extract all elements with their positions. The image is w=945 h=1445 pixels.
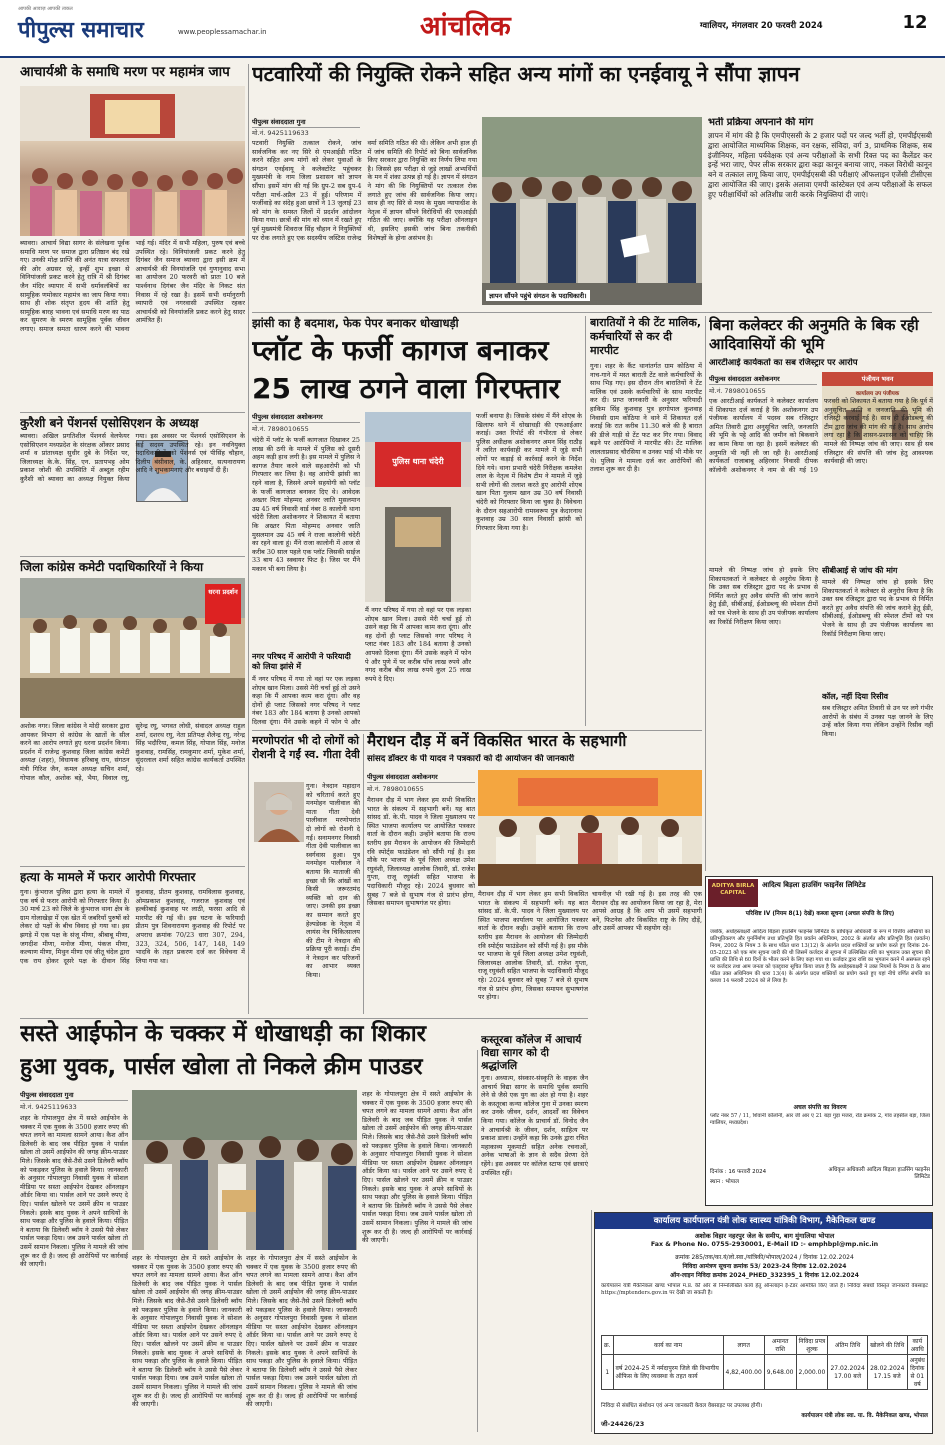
table-cell: वर्ष 2024-25 में नर्मदापुरम जिले की विभागीय ऑफिस के लिए व्यवस्था के तहत कार्य xyxy=(613,1355,723,1390)
geeta-headline: मरणोपरांत भी दो लोगों को रोशनी दे गईं स्व. गीता देवी xyxy=(252,734,360,761)
iphone-phone: मो.नं. 9425119633 xyxy=(20,1103,77,1111)
marathon-phone: मो.नं. 7898010655 xyxy=(367,785,424,793)
murder-headline: हत्या के मामले में फरार आरोपी गिरफ्तार xyxy=(20,870,196,884)
plot-byline: पीपुल्स संवाददाता अशोकनगर xyxy=(252,412,360,423)
iphone-body-col2: शहर के गोपालपुरा क्षेत्र में सस्ते आईफोन के चक्कर में एक युवक के 3500 हजार रुपए की चपत लगने का मामला सामने आया। कैश ऑन डिलेवरी के बाद जब पीड़ित युवक ने पार्सल खोला तो उसमें आईफोन की जगह क्रीम-पाउडर मिले। जिसके बाद जैसे-तैसे उसने डिलेवरी ब्वॉय को पकड़कर पुलिस के हवाले किया। जानकारी के अनुसार गोपालपुरा निवासी युवक ने सोशल मीडिया पर सस्ता आईफोन देखकर ऑनलाइन ऑर्डर किया था। पार्सल आने पर उसने रुपए दे दिए। पार्सल खोलने पर उसमें क्रीम व पाउडर निकले। इसके बाद युवक ने अपने साथियों के साथ पकड़ा और पुलिस के हवाले किया। पीड़ित ने बताया कि डिलेवरी ब्वॉय ने उससे पैसे लेकर पार्सल पकड़ा दिया। जब उसने पार्सल खोला तो उसमें सामान निकला। पुलिस ने मामले की जांच शुरू कर दी है। जल्द ही आरोपियों पर कार्रवाई की जाएगी। xyxy=(132,1254,242,1409)
newspaper-logo: पीपुल्स समाचार xyxy=(18,17,144,43)
plot-headline-line1: प्लॉट के फर्जी कागज बनाकर xyxy=(252,334,549,367)
iphone-byline: पीपुल्स संवाददाता गुना xyxy=(20,1090,128,1101)
adivasi-sub1-body: मामले की निष्पक्ष जांच हो इसके लिए शिकायतकर्ता ने कलेक्टर से अनुरोध किया है कि उक्त सब रजिस्ट्रार द्वारा पद के प्रभाव से निर्मित करते हुए अवैध संपत्ति की जांच कराने हेतु ईडी, सीबीआई, ईओडब्ल्यू की स्पेशल टीमों को पत्र भेजने के साथ ही उप पंजीयक कार्यालय का रिकॉर्ड निरीक्षण किया जाए। xyxy=(822,578,933,638)
adivasi-sub2: कॉल, नहीं दिया रिसीव xyxy=(822,692,889,701)
registry-sign: पंजीयन भवन xyxy=(861,375,894,383)
marathon-body-2: मैराथन दौड़ में भाग लेकर हम सभी विकसित भारत के संकल्प में सहभागी बनें। यह बात सांसद डॉ. के.पी. यादव ने जिला मुख्यालय पर स्थित भाजपा कार्यालय पर आयोजित पत्रकार वार्ता के दौरान कही। उन्होंने बताया कि राज्य स्तरीय इस मैराथन के आयोजन की जिम्मेदारी रवि स्पोर्ट्स फाउंडेशन को सौंपी गई है। इस मौके पर भाजपा के पूर्व जिला अध्यक्ष उमेश रघुवंशी, जिलाध्यक्ष आलोक तिवारी, डॉ. राजेश गुप्ता, राजू रघुवंशी सहित भाजपा के पदाधिकारी मौजूद रहे। 2024 बुधवार को सुबह 7 बजे से सुभाष गंज से प्रारंभ होगा, जिसका समापन सुभाषगंज पर होगा। xyxy=(478,890,588,1002)
adivasi-byline: पीपुल्स संवाददाता अशोकनगर xyxy=(709,374,817,385)
baratiyon-headline: बारातियों ने की टेंट मालिक, कर्मचारियों से कर दी मारपीट xyxy=(590,316,701,357)
divider xyxy=(20,412,245,413)
adivasi-subhead: आरटीआई कार्यकर्ता का सब रजिस्ट्रार पर आरोप xyxy=(709,358,858,368)
table-row xyxy=(602,1355,928,1390)
patwari-side-body: ज्ञापन में मांग की है कि एमपीएससी के 2 हजार पदों पर जल्द भर्ती हो, एमपीईएसबी द्वारा आयोजित माध्यमिक शिक्षक, वन रक्षक, संविदा, वर्ग 3, प्राथमिक शिक्षक, सब इंजीनियर, महिला पर्यवेक्षक एवं अन्य परीक्षाओं के सभी रिक्त पद का कैलेंडर कर इन्हें भरा जाए, पेपर लीक सरकार द्वारा कड़ा कानून बनाया जाए, नकल विरोधी कानून बने व तत्काल लागू किया जाए, एमपीईएसबी की परीक्षाएं ऑफलाइन एजेंसी टीसीएस द्वारा आयोजित की जाए। इसके अलावा एमपी कांस्टेबल एवं अन्य परीक्षाओं के सफल हुए परीक्षार्थियों को अतिशीघ्र जारी करके नियुक्तियां दी जाएं। xyxy=(708,131,932,199)
aditya-company: आदित्य बिड़ला हाउसिंग फाइनेंस लिमिटेड xyxy=(762,881,866,889)
iphone-crowd-photo xyxy=(132,1090,357,1250)
memorandum-crowd-illustration xyxy=(482,117,702,305)
divider xyxy=(252,730,702,731)
aditya-logo: ADITYA BIRLA CAPITAL xyxy=(711,883,755,896)
divider xyxy=(20,1018,588,1019)
column-divider xyxy=(705,316,706,871)
pensioners-headline: कुरैशी बने पेंशनर्स एसोसिएशन के अध्यक्ष xyxy=(20,416,199,430)
congress-headline: जिला कांग्रेस कमेटी पदाधिकारियों ने किया xyxy=(20,560,204,574)
divider xyxy=(252,312,932,313)
samadhi-headline: आचार्यश्री के समाधि मरण पर महामंत्र जाप xyxy=(20,64,230,80)
patwari-phone: मो.नं. 9425119633 xyxy=(252,129,309,137)
plot-headline-line2: 25 लाख ठगने वाला गिरफ्तार xyxy=(252,372,560,405)
patwari-photo-caption: ज्ञापन सौंपने पहुंचे संगठन के पदाधिकारी। xyxy=(486,290,590,301)
kasturba-headline: कस्तूरबा कॉलेज में आचार्य विद्या सागर को दी श्रद्धांजलि xyxy=(481,1034,582,1072)
iphone-body-col1: शहर के गोपालपुरा क्षेत्र में सस्ते आईफोन के चक्कर में एक युवक के 3500 हजार रुपए की चपत लगने का मामला सामने आया। कैश ऑन डिलेवरी के बाद जब पीड़ित युवक ने पार्सल खोला तो उसमें आईफोन की जगह क्रीम-पाउडर मिले। जिसके बाद जैसे-तैसे उसने डिलेवरी ब्वॉय को पकड़कर पुलिस के हवाले किया। जानकारी के अनुसार गोपालपुरा निवासी युवक ने सोशल मीडिया पर सस्ता आईफोन देखकर ऑनलाइन ऑर्डर किया था। पार्सल आने पर उसने रुपए दे दिए। पार्सल खोलने पर उसमें क्रीम व पाउडर निकले। इसके बाद युवक ने अपने साथियों के साथ पकड़ा और पुलिस के हवाले किया। पीड़ित ने बताया कि डिलेवरी ब्वॉय ने उससे पैसे लेकर पार्सल पकड़ा दिया। जब उसने पार्सल खोला तो उसमें सामान निकला। पुलिस ने मामले की जांच शुरू कर दी है। जल्द ही आरोपियों पर कार्रवाई की जाएगी। xyxy=(20,1114,128,1269)
table-cell: 1 xyxy=(602,1355,614,1390)
tender-table xyxy=(601,1335,928,1390)
registry-sign-2: कार्यालय उप पंजीयक xyxy=(855,391,900,397)
plot-body-col2: मैं नगर परिषद में गया तो वहां पर एक लड़का शोएब खान मिला। उससे मेरी चर्चा हुई तो उसने कहा कि मैं आपका काम करा दूंगा। और वह दोनों ही प्लाट जिसको नगर परिषद ने प्लाट नंबर 183 और 184 बताया है उनको आपको दिलवा दूंगा। मैंने उसके कहने में फोन पे और पुणे में पर करीब पाँच लाख रुपये और नगद करीब बीस लाख रुपये कुल 25 लाख रुपये दे दिए। xyxy=(365,606,471,683)
tender-address: अशोक विहार नहरपुर जेल के समीप, बाग मुंगालिया भोपाल xyxy=(694,1232,835,1240)
marathon-body-3: चायनीज़ भी रखी गई है। इस तरह की एक मैराथन दौड़ का आयोजन किया जा रहा है, मेरा आपसे आग्रह है कि आप भी उसमें सहभागी बनें, फिटनेस और विकसित राष्ट्र के लिए दौड़ें, और उसमें आपका भी सहयोग रहे। xyxy=(592,890,702,933)
tender-contact: Fax & Phone No. 0755-2930001, E-Mail ID :- emphbpl@mp.nic.in xyxy=(650,1241,879,1248)
adivasi-body: एक आरटीआई कार्यकर्ता ने कलेक्टर कार्यालय में शिकायत दर्ज कराई है कि अशोकनगर उप पंजीयक कार्यालय में पदस्थ सब रजिस्ट्रार अमित तिवारी द्वारा अनुसूचित जाति, जनजाति की भूमि के पट्टे आदि की जमीन को बिकवाने का काम किया जा रहा है। इसमें कलेक्टर की अनुमति भी नहीं ली जा रही है। आरटीआई कार्यकर्ता राजाबाबू अहिरवार निवासी दीपक कॉलोनी अशोकनगर ने नाम से की गई 19 फरवरी को शिकायत में बताया गया है कि पूर्व में अनुसूचित जाति व जनजाति की भूमि की रजिस्ट्री करवाई गई है। साथ ही ईओडब्ल्यू की टीम द्वारा जांच की मांग की गई है। साथ आरोप लगा रहा है कि शासन-प्रशासन को चाहिए कि मामले की निष्पक्ष जांच की जाए। साथ ही सब रजिस्ट्रार की संपत्ति की जांच हेतु आवश्यक कार्यवाही की जाए। xyxy=(709,397,933,474)
tender-footer: निविदा से संबंधित संशोधन एवं अन्य जानकारी केवल वेबसाइट पर उपलब्ध होगी। xyxy=(601,1403,763,1409)
samadhi-photo xyxy=(20,86,245,236)
congregation-illustration xyxy=(20,86,245,236)
table-cell: 4,82,400.00 xyxy=(723,1355,764,1390)
adivasi-phone: मो.नं. 7898010655 xyxy=(709,387,766,395)
divider xyxy=(20,866,245,867)
tender-ad xyxy=(594,1212,933,1434)
aditya-property-head: अचल संपत्ति का विवरण xyxy=(793,1104,847,1111)
table-cell: 27.02.2024 17.00 बजे xyxy=(828,1355,868,1390)
aditya-place: स्थान : भोपाल xyxy=(710,1179,739,1185)
table-header-cell: अमानत राशि xyxy=(764,1336,796,1355)
adivasi-sub1: सीबीआई से जांच की मांग xyxy=(822,566,898,575)
column-divider xyxy=(363,734,364,1014)
police-station-photo xyxy=(365,412,471,602)
aditya-body: जबकि, अधोहस्ताक्षरी आदित्य बिड़ला हाउसिंग फाइनेंस लिमिटेड के प्राधिकृत अधिकारी के रूप में वित्तीय आस्तियों का प्रतिभूतिकरण और पुनर्निर्माण तथा प्रतिभूति हित प्रवर्तन अधिनियम, 2002 के अंतर्गत और प्रतिभूति हित (प्रवर्तन) नियम, 2002 के नियम 3 के साथ पठित धारा 13(12) के अंतर्गत प्रदत्त शक्तियों का प्रयोग करते हुए दिनांक 24-05-2023 को एक मांग सूचना जारी की थी जिसमें कर्जदार से सूचना में उल्लिखित राशि का भुगतान उक्त सूचना की प्राप्ति की तिथि से 60 दिनों के भीतर करने के लिए कहा गया था। कर्जदार द्वारा राशि का भुगतान करने में असफल रहने पर कर्जदार तथा आम जनता को एतद्द्वारा सूचित किया जाता है कि अधोहस्ताक्षरी ने उक्त नियमों के नियम 8 के साथ पठित उक्त अधिनियम की धारा 13(4) के अंतर्गत प्रदत्त शक्तियों का प्रयोग करते हुए यहां नीचे वर्णित संपत्ति का कब्जा 14 फरवरी 2024 को ले लिया है। xyxy=(710,929,930,984)
tender-ref-3: ऑन-लाइन निविदा क्रमांक 2024_PHED_332395_1 दिनांक 12.02.2024 xyxy=(670,1272,859,1279)
divider xyxy=(20,556,245,557)
website: www.peoplessamachar.in xyxy=(178,28,267,36)
table-cell: 28.02.2024 17.15 बजे xyxy=(867,1355,907,1390)
iphone-body-col4: शहर के गोपालपुरा क्षेत्र में सस्ते आईफोन के चक्कर में एक युवक के 3500 हजार रुपए की चपत लगने का मामला सामने आया। कैश ऑन डिलेवरी के बाद जब पीड़ित युवक ने पार्सल खोला तो उसमें आईफोन की जगह क्रीम-पाउडर मिले। जिसके बाद जैसे-तैसे उसने डिलेवरी ब्वॉय को पकड़कर पुलिस के हवाले किया। जानकारी के अनुसार गोपालपुरा निवासी युवक ने सोशल मीडिया पर सस्ता आईफोन देखकर ऑनलाइन ऑर्डर किया था। पार्सल आने पर उसने रुपए दे दिए। पार्सल खोलने पर उसमें क्रीम व पाउडर निकले। इसके बाद युवक ने अपने साथियों के साथ पकड़ा और पुलिस के हवाले किया। पीड़ित ने बताया कि डिलेवरी ब्वॉय ने उससे पैसे लेकर पार्सल पकड़ा दिया। जब उसने पार्सल खोला तो उसमें सामान निकला। पुलिस ने मामले की जांच शुरू कर दी है। जल्द ही आरोपियों पर कार्रवाई की जाएगी। xyxy=(362,1090,472,1245)
dateline: ग्वालियर, मंगलवार 20 फरवरी 2024 xyxy=(700,21,823,31)
column-divider xyxy=(477,1050,478,1432)
pensioners-body: ब्यावरा। अखिल प्रगतिशील पेंशनर्स वेलफेयर एसोसिएशन मध्यप्रदेश के संरक्षक ओंकार प्रसाद शर्मा व प्रांताध्यक्ष सुधीर दुबे के निर्देश पर, जिलाध्यक्ष के.के. सिंह, एन. प्रतापभट्ट ओम प्रकाश जोशी की उपस्थिति में अब्दुल रहीम कुरैशी को ब्यावरा का अध्यक्ष नियुक्त किया गया। इस अवसर पर पेंशनर्स एसोसिएशन के कई सदस्य उपस्थित रहे। इन नवनियुक्त पदाधिकारियों को पेंशनर्स एवं पीसिंह चौहान, दिलीप बंसीवाल, के. अहिरवार, सत्यनारायण आदि ने शुभकामनाएं और बधाइयाँ दी हैं। xyxy=(20,432,245,483)
plot-subhead: नगर परिषद में आरोपी ने फरियादी को लिया झांसे में xyxy=(252,652,351,671)
baratiyon-body: गुना। शहर के कैंट थानांतर्गत ग्राम कोठिया में नाच-गाने में मस्त बाराती टेंट वाले कर्मचारियों के साथ भिड़ गए। इस दौरान तीन बारातियों ने टेंट मालिक एवं उसके कर्मचारियों के साथ मारपीट कर दी। प्राप्त जानकारी के अनुसार फरियादी हाकिम सिंह कुशवाह पुत्र हरगोपाल कुशवाह निवासी ग्राम कोठिया ने थाने में शिकायत दर्ज कराई कि रात करीब 11.30 बजे की है बारात की डीजे गाड़ी से टेंट फट कर गिर गया। विवाद बढ़ने पर आरोपियों ने मारपीट की। टेंट मालिक लालताप्रसाद चौरसिया व उनका भाई भी मौके पर थे। पुलिस ने मामला दर्ज कर आरोपियों की तलाश शुरू कर दी है। xyxy=(590,362,702,474)
table-header-cell: खोलने की तिथि xyxy=(867,1336,907,1355)
crowd-illustration xyxy=(132,1090,357,1250)
logo-tagline: आपकी आवाज़ आपकी ताकत xyxy=(18,6,73,12)
samadhi-body: ब्यावरा। आचार्य विद्या सागर के संलेखना पूर्वक समाधि मरण पर समाज द्वारा प्रतिष्ठान बंद रखे गए। उनकी मोक्ष प्राप्ति की अनंत यात्रा सफलता की ओर अग्रसर रहे, इन्हीं शुभ इच्छा से विनियांजली प्रकट करने हेतु रात्रि में श्री दिगंबर जैन मंदिर व्यापार में सभी धर्मावलंबियों का सामूहिक णमोकार महामंत्र का जाप किया गया। साथ ही शोक संतृप्त हृदय की शांति हेतु सामूहिक बारह भावना एवं समाधि मरण का पाठ कर सुमरण के स्मरण सामूहिक पूर्वक जीवन लगाए। समाज समता धारण करने की भावना भाई गई। मंदिर में सभी महिला, पुरुष एवं बच्चे उपस्थित रहे। विनियांजली प्रकट करने हेतु दिगंबर जैन समाज ब्यावरा द्वारा इसी क्रम में आचार्यश्री की विनयांजलि एवं गुणानुवाद सभा का आयोजन 20 फरवरी को प्रातः 10 बजे पार्श्वनाथ दिगंबर जैन मंदिर के निकट संत निवास में रहे रखा है। इसमें सभी धर्मानुरागी व्यापारी एवं नगरवासी उपस्थित रहकर आचार्यश्री को विनयांजलि प्रकट करने हेतु सादर आमंत्रित हैं। xyxy=(20,239,245,333)
table-cell: 2,000.00 xyxy=(796,1355,828,1390)
tender-title: कार्यालय कार्यपालन यंत्री लोक स्वास्थ्य यांत्रिकी विभाग, मैकेनिकल खण्ड xyxy=(595,1213,933,1229)
iphone-headline-line2: हुआ युवक, पार्सल खोला तो निकले क्रीम पाउडर xyxy=(20,1054,423,1080)
patwari-byline: पीपुल्स संवाददाता गुना xyxy=(252,117,360,128)
protest-illustration xyxy=(20,578,245,718)
tender-body: कार्यपालन यंत्री मैकेनिकल खण्ड भोपाल म.प्र. की ओर से निम्नलिखित कार्य हेतु ऑनलाइन ई-टेंडर आमंत्रित किए जाते हैं। निविदा संबंधी विस्तृत जानकारी वेबसाइट https://mptenders.gov.in पर देखी जा सकती है। xyxy=(601,1283,928,1296)
press-conference-illustration xyxy=(478,770,702,886)
masthead xyxy=(0,0,945,58)
plot-subhead-body: मैं नगर परिषद में गया तो वहां पर एक लड़का शोएब खान मिला। उससे मेरी चर्चा हुई तो उसने कहा कि मैं आपका काम करा दूंगा। और वह दोनों ही प्लाट जिसको नगर परिषद ने प्लाट नंबर 183 और 184 बताया है उनको आपको दिलवा दूंगा। मैंने उसके कहने में फोन पे और xyxy=(252,675,360,725)
aditya-birla-ad xyxy=(705,876,933,1206)
marathon-byline: पीपुल्स संवाददाता अशोकनगर xyxy=(367,772,475,783)
banner-text: धरना प्रदर्शन xyxy=(208,588,238,596)
kasturba-body: गुना। अध्यात्म, संस्कार-संस्कृति के वाहक जैन आचार्य विद्या सागर के समाधि पूर्वक समाधि लेने से जैसे एक युग का अंत हो गया है। शहर के कस्तूरबा कन्या कॉलेज गुना में उनका स्मरण कर उनके जीवन, दर्शन, आदर्शों का विवेचन किया गया। कॉलेज के प्राचार्य डॉ. विनोद जैन ने आचार्यश्री के जीवन, दर्शन, साहित्य पर प्रकाश डाला। उन्होंने कहा कि उनके द्वारा रचित महाकाव्य मूकमाटी सहित अनेक रचनाओं, अनेक भाषाओं के ज्ञान से सदैव प्रेरणा देते रहेंगे। इस अवसर पर कॉलेज स्टाफ एवं छात्राएं उपस्थित रहीं। xyxy=(481,1074,588,1177)
tender-ref-2: निविदा आमंत्रण सूचना क्रमांक 53/ 2023-24 दिनांक 12.02.2024 xyxy=(682,1263,847,1270)
congress-body: अशोक नगर। जिला कांग्रेस ने मोदी सरकार द्वारा आयकर विभाग से कांग्रेस के खातों के सील करने का आरोप लगाते हुए धरना प्रदर्शन किया। प्रदर्शन में राजेन्द्र कुशवाह जिला कांग्रेस कमेटी अध्यक्ष (शहर), विधायक हरिबाबू राय, संगठन मंत्री गिरिश जैन, कमल अध्यक्ष सचिन शर्मा, गोपाल कौल, अशोक बड़े, भैया, विवाल रघु, सुरेन्द्र रघु, भगवत लोधी, संवादल अध्यक्ष राहुल शर्मा, दशरथ रघु, नेता प्रतिपक्ष शैलेन्द्र रघु, नरेन्द्र सिंह भदौरिया, कमल सिंह, गोपाल सिंह, मनोज कुशवाह, रामसिंह, रामकुमार शर्मा, मुकेश शर्मा, सुंदरलाल शर्मा सहित कांग्रेस कार्यकर्ता उपस्थित रहे। xyxy=(20,722,245,782)
press-conference-photo xyxy=(478,770,702,886)
plot-body-col3: फर्जी बनाया है। जिसके संबंध में मैंने शोएब के खिलाफ थाने में धोखाधड़ी की एफआईआर कराई। उक्त रिपोर्ट की गंभीरता से लेकर पुलिस अधीक्षक अशोकनगर अमन सिंह राठौड़ ने त्वरित कार्यवाही कर मामले में जुड़े सभी लोगों पर कड़ाई से कार्रवाई करने के निर्देश दिये गये। थाना प्रभारी चंदेरी निरीक्षक कमलेश लाल के नेतृत्व में विशेष टीम ने मामले में जुड़े सभी लोगों की तलाश करते हुए आरोपी शोएब खान पिता गुलाम खान उम्र 30 वर्ष निवासी चंदेरी को गिरफ्तार किया जा चुका है। विवेचना के दौरान सहआरोपी रामस्वरूप पुत्र केदारनाथ कुशवाह उम्र 30 साल निवासी झांसी को गिरफ्तार किया गया है। xyxy=(476,412,582,532)
adivasi-sub2-body: सब रजिस्ट्रार अमित तिवारी से उन पर लगे गंभीर आरोपों के संबंध में उनका पक्ष जानने के लिए उन्हें कॉल किया गया लेकिन उन्होंने रिसीव नहीं किया। xyxy=(822,704,933,738)
adivasi-body-continued: मामले की निष्पक्ष जांच हो इसके लिए शिकायतकर्ता ने कलेक्टर से अनुरोध किया है कि उक्त सब रजिस्ट्रार द्वारा पद के प्रभाव से निर्मित करते हुए अवैध संपत्ति की जांच कराने हेतु ईडी, सीबीआई, ईओडब्ल्यू की स्पेशल टीमों को पत्र भेजने के साथ ही उप पंजीयक कार्यालय का रिकॉर्ड निरीक्षण किया जाए। xyxy=(709,566,818,626)
aditya-sign: अधिकृत अधिकारी आदित्य बिड़ला हाउसिंग फाइनेंस लिमिटेड xyxy=(828,1167,930,1180)
table-header-cell: कार्य अवधि xyxy=(907,1336,927,1355)
congress-photo xyxy=(20,578,245,718)
table-cell: 9,648.00 xyxy=(764,1355,796,1390)
tender-sign: कार्यपालन यंत्री लोक स्वा. या. वि. मैकेनिकल खण्ड, भोपाल xyxy=(801,1413,928,1419)
plot-kicker: झांसी का है बदमाश, फेक पेपर बनाकर धोखाधड़ी xyxy=(252,316,459,330)
aditya-date: दिनांक : 16 फरवरी 2024 xyxy=(710,1169,767,1175)
column-divider xyxy=(591,1210,592,1432)
marathon-body: मैराथन दौड़ में भाग लेकर हम सभी विकसित भारत के संकल्प में सहभागी बनें। यह बात सांसद डॉ. के.पी. यादव ने जिला मुख्यालय पर स्थित भाजपा कार्यालय पर आयोजित पत्रकार वार्ता के दौरान कही। उन्होंने बताया कि राज्य स्तरीय इस मैराथन के आयोजन की जिम्मेदारी रवि स्पोर्ट्स फाउंडेशन को सौंपी गई है। इस मौके पर भाजपा के पूर्व जिला अध्यक्ष उमेश रघुवंशी, जिलाध्यक्ष आलोक तिवारी, डॉ. राजेश गुप्ता, राजू रघुवंशी सहित भाजपा के पदाधिकारी मौजूद रहे। 2024 बुधवार को सुबह 7 बजे से सुभाष गंज से प्रारंभ होगा, जिसका समापन सुभाषगंज पर होगा। xyxy=(367,796,475,908)
aditya-logo-box xyxy=(708,879,758,907)
table-cell: अनुबंध दिनांक से 01 वर्ष xyxy=(907,1355,927,1390)
column-divider xyxy=(585,316,586,726)
iphone-body-col3: शहर के गोपालपुरा क्षेत्र में सस्ते आईफोन के चक्कर में एक युवक के 3500 हजार रुपए की चपत लगने का मामला सामने आया। कैश ऑन डिलेवरी के बाद जब पीड़ित युवक ने पार्सल खोला तो उसमें आईफोन की जगह क्रीम-पाउडर मिले। जिसके बाद जैसे-तैसे उसने डिलेवरी ब्वॉय को पकड़कर पुलिस के हवाले किया। जानकारी के अनुसार गोपालपुरा निवासी युवक ने सोशल मीडिया पर सस्ता आईफोन देखकर ऑनलाइन ऑर्डर किया था। पार्सल आने पर उसने रुपए दे दिए। पार्सल खोलने पर उसमें क्रीम व पाउडर निकले। इसके बाद युवक ने अपने साथियों के साथ पकड़ा और पुलिस के हवाले किया। पीड़ित ने बताया कि डिलेवरी ब्वॉय ने उससे पैसे लेकर पार्सल पकड़ा दिया। जब उसने पार्सल खोला तो उसमें सामान निकला। पुलिस ने मामले की जांच शुरू कर दी है। जल्द ही आरोपियों पर कार्रवाई की जाएगी। xyxy=(246,1254,357,1409)
patwari-side-head: भर्ती प्रक्रिया अपनाने की मांग xyxy=(708,117,814,128)
table-header-cell: क्र. xyxy=(602,1336,614,1355)
marathon-subhead: सांसद डॉक्टर के पी यादव ने पत्रकारों को दी आयोजन की जानकारी xyxy=(367,754,575,764)
tender-table-header xyxy=(602,1336,928,1355)
murder-body: गुना। कुंभराज पुलिस द्वारा हत्या के मामले में एक वर्ष से फरार आरोपी को गिरफ्तार किया है। 30 मार्च 23 को जिले के कुंभराज थाना क्षेत्र के ग्राम गोलाखेड़ा में एक खेत में जबरियाँ पुरुषों को लेकर दो पक्षों के बीच विवाद हो गया था। इस झगड़े में एक पक्ष के संजू मीणा, श्रीबाबू मीणा, जगदीश मीणा, मनोज मीणा, पंकज मीणा, कल्याण मीणा, मिथुन मीणा एवं जीतू चंदेल द्वारा एक राय होकर दूसरे पक्ष के दीवान सिंह कुशवाह, प्रीतम कुशवाह, रामविलास कुशवाह, ओमप्रकाश कुशवाह, गजराज कुशवाह एवं हल्कीबाई कुशवाह पर लाठी, फरसा आदि से मारपीट की गई थी। इस घटना के फरियादी प्रीतम पुत्र शिवनारायण कुशवाह की रिपोर्ट पर अपराध क्रमांक 70/23 धारा 307, 294, 323, 324, 506, 147, 148, 149 भादवि के तहत प्रकरण दर्ज कर विवेचना में लिया गया था। xyxy=(20,888,245,965)
police-station-illustration xyxy=(365,412,471,602)
aditya-property: प्लॉट नंबर 57 / 11, शिवानी कॉलोनी, आर जी आर ए 21 बड़ा गुड़ा मजरा, रोड क्रमांक 2, गांव तहसील बड़ा, जिला ग्वालियर, मध्यप्रदेश। xyxy=(710,1113,930,1126)
police-station-sign: पुलिस थाना चंदेरी xyxy=(392,457,444,466)
tender-ref-1: क्रमांक 285/तक/का.यं/लो.स्वा./यांत्रिकी/भोपाल/2024 / दिनांक 12.02.2024 xyxy=(675,1254,854,1261)
aditya-form-title: परिशिष्ट IV (नियम 8(1) देखें) कब्जा सूचना (अचल संपत्ति के लिए) xyxy=(745,911,895,917)
section-title: आंचलिक xyxy=(420,11,511,42)
column-divider xyxy=(248,64,249,1014)
plot-body-col1: चंदेरी में प्लॉट के फर्जी कागजात दिखाकर 25 लाख की ठगी के मामले में पुलिस को दूसरी अहम कड़ी हाथ लगी है। इस मामले में पुलिस ने कागज तैयार करने वाले सहआरोपी को भी गिरफ्तार कर लिया है। वह आरोपी झांसी का रहने वाला है, जिसने अपने सहयोगी को प्लॉट के फर्जी कागजात बनाकर दिए थे। आवेदक अख्तर पिता मोहम्मद अनवर जाति मुसलमान उम्र 45 वर्ष निवासी वार्ड नंबर 8 कालोनी थाना चंदेरी जिला अशोकनगर ने शिकायत में बताया कि अख्तर पिता मोहम्मद अनवार जाति मुसलमान उम्र 45 वर्ष ने राजा कालोनी चंदेरी का रहने वाला हूं। मैंने राजा कालोनी में आज से करीब 30 साल पहले एक प्लॉट जिसकी साईज 33 बाय 43 स्क्वायर फिट है। जिस पर मैंने मकान भी बना लिया है। xyxy=(252,436,360,573)
table-header-cell: अंतिम तिथि xyxy=(828,1336,868,1355)
patwari-photo xyxy=(482,117,702,305)
geeta-body: गुना। नेत्रदान महादान को चरितार्थ करते हुए मनमोहन पालीवाल की माता गीता देवी पालीवाल मरणोपरांत दो लोगों को रोशनी दे गईं। सनामनगर निवासी गीता देवी पालीवाल का स्वर्गवास हुआ। पुत्र मनमोहन पालीवाल ने बताया कि माताजी की इच्छा थी कि आंखों का किसी जरूरतमंद व्यक्ति को दान की जाए। उनकी इस इच्छा का सम्मान करते हुए हेल्पडेस्क के नेतृत्व में लायंस नेत्र चिकित्सालय की टीम ने नेत्रदान की प्रक्रिया पूरी कराई। टीम ने नेत्रदान कर परिजनों का आभार व्यक्त किया। xyxy=(306,782,360,980)
plot-phone: मो.नं. 7898010655 xyxy=(252,425,309,433)
table-header-cell: निविदा प्रपत्र शुल्क xyxy=(796,1336,828,1355)
marathon-headline: मैराथन दौड़ में बनें विकसित भारत के सहभागी xyxy=(367,732,627,750)
iphone-headline-line1: सस्ते आईफोन के चक्कर में धोखाधड़ी का शिकार xyxy=(20,1021,427,1047)
patwari-body: पटवारी नियुक्ति तत्काल रोकने, जांच सार्वजनिक कर नए सिरे से एमआईडी गठित करने सहित अन्य मांगों को लेकर युवाओं के संगठन एनईवायू ने कलेक्टोरेट पहुंचकर मुख्यमंत्री के नाम जिला प्रशासन को ज्ञापन सौंपा। इसमें मांग की गई कि ग्रुप-2 सब ग्रुप-4 परीक्षा मार्च-अप्रैल 23 में हुई। परिणाम में फर्जीवाड़े का संदेह हुआ छात्रों ने 13 जुलाई 23 को मांग के समस्त जिलों में प्रदर्शन आंदोलन किया गया। छात्रों की मांग को ध्यान में रखते हुए पूर्व मुख्यमंत्री शिवराज सिंह चौहान ने नियुक्तियों पर रोक लगाते हुए एक सदस्यीय जस्टिस राजेन्द्र वर्मा समिति गठित की थी। लेकिन अभी हाल ही में जांच समिति की रिपोर्ट को बिना सार्वजनिक किए सरकार द्वारा नियुक्ति का निर्णय लिया गया है। जिससे इस परीक्षा से जुड़े लाखों अभ्यर्थियों के मन में शंका उत्पन्न हो गई है। ज्ञापन में संगठन ने मांग की कि नियुक्तियों पर तत्काल रोक लगाते हुए जांच की सार्वजनिक किया जाए। साथ ही नए सिरे से मध्य के मुख्य न्यायाधीश के नेतृत्व में ज्ञापन सौंपने विरोधियों की एसआईडी गठित की जाए। क्योंकि यह परीक्षा ऑनलाइन थी, इसलिए इसकी जांच बिना तकनीकी विशेषज्ञों के होना असंभव है। xyxy=(252,139,477,242)
adivasi-headline: बिना कलेक्टर की अनुमति के बिक रही आदिवासियों की भूमि xyxy=(709,316,919,353)
patwari-headline: पटवारियों की नियुक्ति रोकने सहित अन्य मांगों का एनईवायू ने सौंपा ज्ञापन xyxy=(252,62,800,86)
table-header-cell: लागत xyxy=(723,1336,764,1355)
page-number: 12 xyxy=(902,12,928,33)
tender-code: जी-24426/23 xyxy=(601,1420,645,1428)
table-header-cell: कार्य का नाम xyxy=(613,1336,723,1355)
